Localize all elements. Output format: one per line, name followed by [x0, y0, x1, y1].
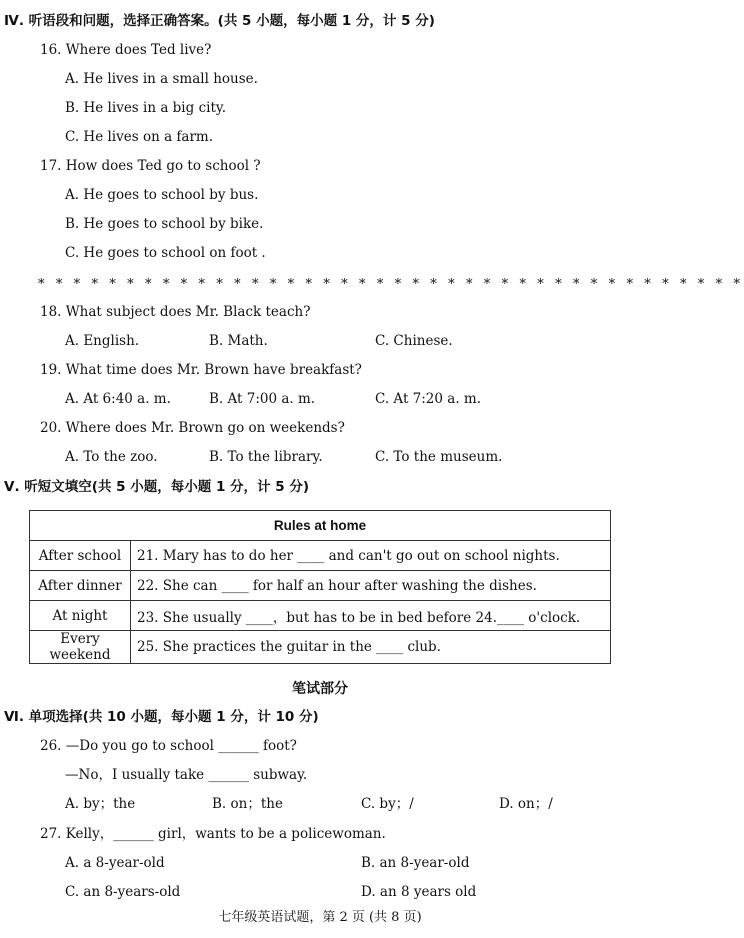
- question-27-option-c: C. an 8-years-old: [65, 884, 181, 900]
- question-18-option-b: B. Math.: [209, 333, 268, 349]
- question-16-option-b: B. He lives in a big city.: [65, 100, 226, 116]
- written-part-title: 笔试部分: [292, 681, 348, 697]
- table-cell-time: Every weekend: [30, 631, 131, 664]
- question-27-stem: 27. Kelly，______ girl，wants to be a policewoman.: [40, 826, 386, 842]
- question-26-option-b: B. on；the: [212, 796, 283, 812]
- table-cell-text: 23. She usually ____，but has to be in bed before 24.____ o'clock.: [131, 601, 611, 631]
- question-16-option-a: A. He lives in a small house.: [65, 71, 258, 87]
- question-17-option-c: C. He goes to school on foot .: [65, 245, 266, 261]
- rules-at-home-table: [29, 510, 611, 664]
- question-26-line-2: —No，I usually take ______ subway.: [65, 767, 308, 783]
- question-20-stem: 20. Where does Mr. Brown go on weekends?: [40, 420, 345, 436]
- question-19-stem: 19. What time does Mr. Brown have breakfast?: [40, 362, 362, 378]
- table-title: Rules at home: [30, 511, 611, 541]
- question-19-option-c: C. At 7:20 a. m.: [375, 391, 481, 407]
- question-19-option-b: B. At 7:00 a. m.: [209, 391, 316, 407]
- question-19-option-a: A. At 6:40 a. m.: [65, 391, 171, 407]
- page-footer: 七年级英语试题，第 2 页 (共 8 页): [218, 910, 422, 925]
- question-16-option-c: C. He lives on a farm.: [65, 129, 213, 145]
- question-27-option-d: D. an 8 years old: [361, 884, 477, 900]
- question-26-option-a: A. by；the: [65, 796, 136, 812]
- question-27-option-a: A. a 8-year-old: [65, 855, 165, 871]
- table-row: [30, 571, 611, 601]
- question-20-option-b: B. To the library.: [209, 449, 323, 465]
- table-row: [30, 631, 611, 664]
- question-26-option-d: D. on；/: [499, 796, 553, 812]
- question-18-option-c: C. Chinese.: [375, 333, 453, 349]
- section-6-title: Ⅵ. 单项选择(共 10 小题，每小题 1 分，计 10 分): [4, 709, 319, 725]
- question-26-option-c: C. by；/: [361, 796, 414, 812]
- table-cell-text: 25. She practices the guitar in the ____ club.: [131, 631, 611, 664]
- question-18-option-a: A. English.: [65, 333, 140, 349]
- asterisk-divider: * * * * * * * * * * * * * * * * * * * * * * * * * * * * * * * * * * * * * * * *: [38, 277, 744, 292]
- question-17-option-b: B. He goes to school by bike.: [65, 216, 264, 232]
- table-cell-time: At night: [30, 601, 131, 631]
- question-20-option-c: C. To the museum.: [375, 449, 503, 465]
- question-18-stem: 18. What subject does Mr. Black teach?: [40, 304, 311, 320]
- table-header-row: [30, 511, 611, 541]
- question-17-stem: 17. How does Ted go to school ?: [40, 158, 261, 174]
- table-cell-text: 22. She can ____ for half an hour after washing the dishes.: [131, 571, 611, 601]
- question-16-stem: 16. Where does Ted live?: [40, 42, 212, 58]
- question-17-option-a: A. He goes to school by bus.: [65, 187, 259, 203]
- section-5-title: Ⅴ. 听短文填空(共 5 小题，每小题 1 分，计 5 分): [4, 479, 309, 495]
- table-row: [30, 541, 611, 571]
- table-cell-time: After school: [30, 541, 131, 571]
- question-27-option-b: B. an 8-year-old: [361, 855, 470, 871]
- table-cell-text: 21. Mary has to do her ____ and can't go out on school nights.: [131, 541, 611, 571]
- section-4-title: Ⅳ. 听语段和问题，选择正确答案。(共 5 小题，每小题 1 分，计 5 分): [4, 13, 435, 29]
- question-26-line-1: 26. —Do you go to school ______ foot?: [40, 738, 297, 754]
- question-20-option-a: A. To the zoo.: [65, 449, 158, 465]
- table-cell-time: After dinner: [30, 571, 131, 601]
- table-row: [30, 601, 611, 631]
